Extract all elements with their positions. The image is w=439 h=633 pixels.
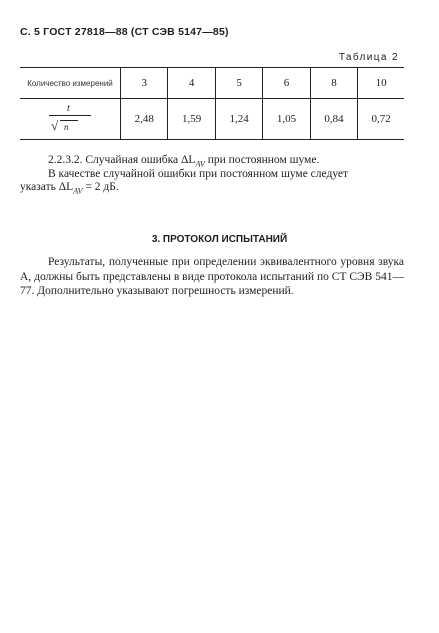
column-header: 6 [263, 68, 310, 99]
table-cell: 2,48 [121, 99, 168, 140]
table-caption: Таблица 2 [338, 52, 399, 63]
column-header: 8 [310, 68, 357, 99]
table-cell: 1,05 [263, 99, 310, 140]
table-header-row [20, 68, 404, 99]
coefficients-table [20, 67, 404, 140]
table-cell: 0,72 [358, 99, 404, 140]
table-cell: 0,84 [310, 99, 357, 140]
paragraph-text: при постоянном шуме. [204, 154, 320, 166]
column-header: 10 [358, 68, 404, 99]
t-over-sqrt-n-formula [45, 101, 95, 137]
paragraph-text: В качестве случайной ошибки при постоянном шуме следует [48, 168, 349, 180]
subscript: AV [73, 186, 83, 196]
paragraph-text: указать ΔL [20, 181, 74, 193]
paragraph-random-error [20, 168, 404, 181]
section-title: 3. ПРОТОКОЛ ИСПЫТАНИЙ [151, 234, 288, 245]
formula-denominator: n [64, 122, 69, 132]
subscript: AV [195, 159, 205, 169]
sqrt-symbol: √ [51, 118, 59, 133]
table-cell: 1,24 [215, 99, 262, 140]
fraction-bar [49, 115, 91, 116]
row-label-cell [20, 68, 121, 99]
section-paragraph: Результаты, полученные при определении эквивалентного уровня звука A, должны быть представлены в виде протокола испытаний по СТ СЭВ 541—77. Дополнительно указывают погрешность измерений. [20, 256, 404, 297]
column-header: 4 [168, 68, 215, 99]
table-values-row [20, 99, 404, 140]
column-header: 3 [121, 68, 168, 99]
column-header: 5 [215, 68, 262, 99]
row-label: Количество измерений [27, 78, 113, 88]
paragraph-text: = 2 дБ. [82, 181, 119, 193]
formula-numerator: t [67, 103, 70, 114]
formula-cell [20, 99, 121, 140]
sqrt-bar [60, 120, 78, 121]
paragraph-random-error-line2 [20, 181, 404, 197]
table-cell: 1,59 [168, 99, 215, 140]
paragraph-text: 2.2.3.2. Случайная ошибка ΔL [48, 154, 196, 166]
page-header: С. 5 ГОСТ 27818—88 (СТ СЭВ 5147—85) [20, 26, 229, 38]
